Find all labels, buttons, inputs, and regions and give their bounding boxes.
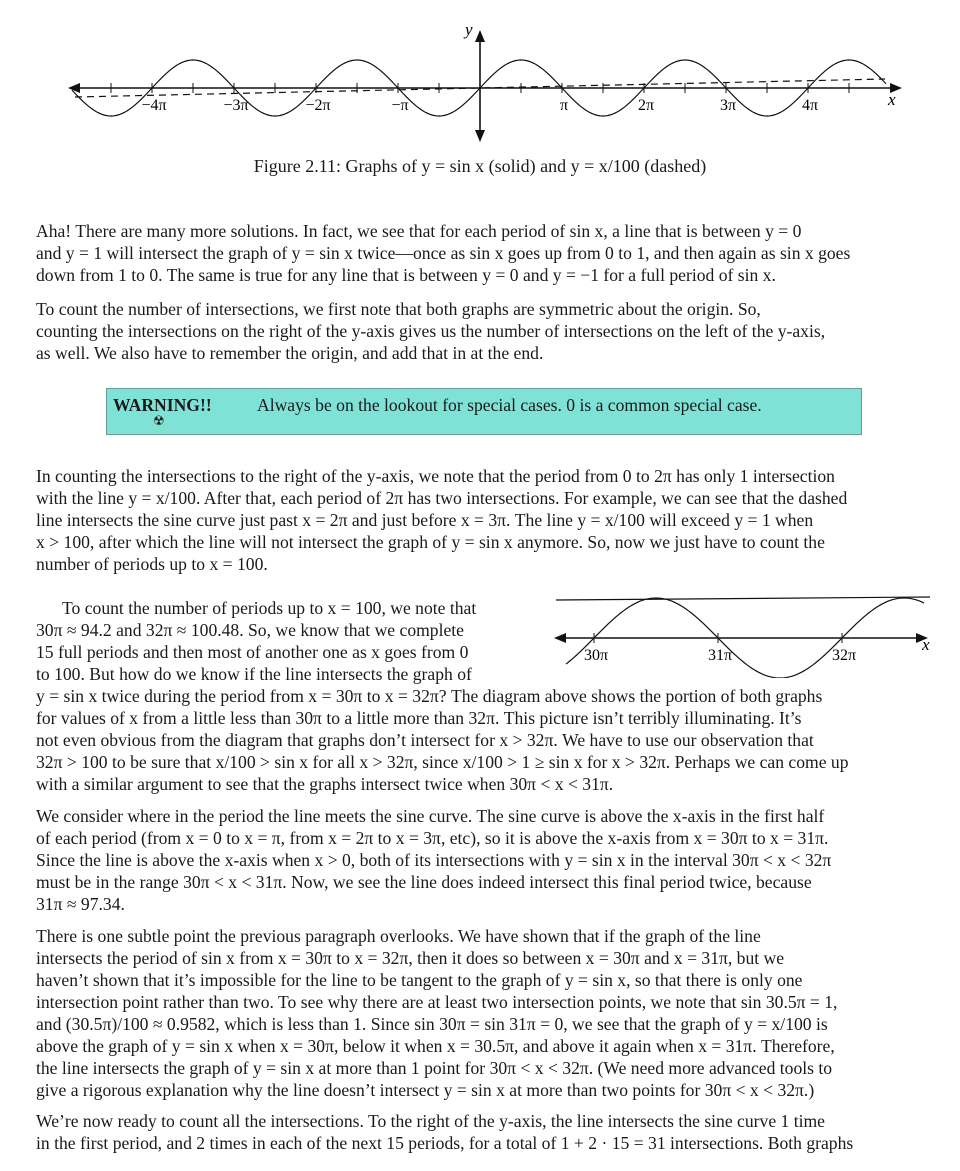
tick-label: 31π bbox=[707, 647, 733, 664]
text-line: Since the line is above the x-axis when x > 0, both of its intersections with y = sin x in the interval 30π < x < 32π bbox=[36, 850, 832, 870]
paragraph-4-rest bbox=[36, 685, 936, 795]
text-line: above the graph of y = sin x when x = 30π, below it when x = 30.5π, and above it again when x = 31π. Therefore, bbox=[36, 1036, 835, 1056]
text-line: line intersects the sine curve just past x = 2π and just before x = 3π. The line y = x/100 will exceed y = 1 when bbox=[36, 510, 814, 530]
text-line: number of periods up to x = 100. bbox=[36, 554, 268, 574]
y-axis-arrow-down bbox=[475, 130, 485, 142]
text-line: give a rigorous explanation why the line doesn’t intersect y = sin x at more than two points for 30π < x < 32π.) bbox=[36, 1080, 815, 1100]
text-line: To count the number of intersections, we first note that both graphs are symmetric about the origin. So, bbox=[36, 299, 761, 319]
paragraph-7 bbox=[36, 1110, 936, 1154]
text-line: intersects the period of sin x from x = 30π to x = 32π, then it does so between x = 30π and x = 31π, but we bbox=[36, 948, 785, 968]
text-line: and (30.5π)/100 ≈ 0.9582, which is less than 1. Since sin 30π = sin 31π = 0, we see that the graph of y = x/100 is bbox=[36, 1014, 828, 1034]
text-line: In counting the intersections to the right of the y-axis, we note that the period from 0 to 2π has only 1 intersection bbox=[36, 466, 835, 486]
text-line: To count the number of periods up to x = 100, we note that bbox=[62, 598, 477, 618]
caption-text: Figure 2.11: Graphs of y = sin x (solid) and y = x/100 (dashed) bbox=[253, 156, 707, 176]
figure-caption bbox=[0, 156, 960, 177]
tick-label: 2π bbox=[637, 97, 655, 114]
text-line: with a similar argument to see that the graphs intersect twice when 30π < x < 31π. bbox=[36, 774, 614, 794]
text-line: down from 1 to 0. The same is true for any line that is between y = 0 and y = −1 for a full period of sin x. bbox=[36, 265, 776, 285]
x-axis-arrow-left bbox=[554, 633, 566, 643]
text-line: not even obvious from the diagram that graphs don’t intersect for x > 32π. We have to use our observation that bbox=[36, 730, 814, 750]
x-axis-label: x bbox=[922, 635, 930, 654]
text-line: There is one subtle point the previous paragraph overlooks. We have shown that if the graph of the line bbox=[36, 926, 761, 946]
paragraph-3 bbox=[36, 465, 936, 575]
text-line: counting the intersections on the right of the y-axis gives us the number of intersections on the left of the y-axis, bbox=[36, 321, 826, 341]
text-line: in the first period, and 2 times in each of the next 15 periods, for a total of 1 + 2 · 15 = 31 intersections. Both graphs bbox=[36, 1133, 854, 1153]
text-line: intersection point rather than two. To see why there are at least two intersection points, we note that sin 30.5π = 1, bbox=[36, 992, 838, 1012]
text-line: 31π ≈ 97.34. bbox=[36, 894, 125, 914]
text-line: 30π ≈ 94.2 and 32π ≈ 100.48. So, we know that we complete bbox=[36, 620, 464, 640]
text-line: for values of x from a little less than 30π to a little more than 32π. This picture isn’t terribly illuminating. It’s bbox=[36, 708, 802, 728]
text-line: 15 full periods and then most of another one as x goes from 0 bbox=[36, 642, 469, 662]
text-line: We’re now ready to count all the intersections. To the right of the y-axis, the line intersects the sine curve 1 time bbox=[36, 1111, 825, 1131]
text-line: and y = 1 will intersect the graph of y = sin x twice—once as sin x goes up from 0 to 1, and then again as sin x goes bbox=[36, 243, 851, 263]
tick-label: −π bbox=[391, 97, 409, 114]
paragraph-5 bbox=[36, 805, 936, 915]
paragraph-1 bbox=[36, 220, 936, 286]
x-axis-label: x bbox=[888, 90, 896, 109]
text-line: haven’t shown that it’s impossible for the line to be tangent to the graph of y = sin x, so that there is only one bbox=[36, 970, 803, 990]
text-line: 32π > 100 to be sure that x/100 > sin x for all x > 32π, since x/100 > 1 ≥ sin x for x > 32π. Perhaps we can come up bbox=[36, 752, 849, 772]
tick-label: 32π bbox=[831, 647, 857, 664]
figure-period-detail bbox=[552, 592, 940, 678]
text-line: We consider where in the period the line meets the sine curve. The sine curve is above the x-axis in the first half bbox=[36, 806, 825, 826]
tick-label: −2π bbox=[305, 97, 331, 114]
paragraph-6 bbox=[36, 925, 936, 1101]
warning-box bbox=[106, 388, 862, 435]
text-line: Aha! There are many more solutions. In fact, we see that for each period of sin x, a line that is between y = 0 bbox=[36, 221, 802, 241]
text-line: to 100. But how do we know if the line intersects the graph of bbox=[36, 664, 472, 684]
paragraph-4-left bbox=[36, 597, 546, 685]
tick-label: −3π bbox=[223, 97, 249, 114]
text-line: of each period (from x = 0 to x = π, from x = 2π to x = 3π, etc), so it is above the x-axis from x = 30π to x = 31π. bbox=[36, 828, 829, 848]
figure-sine-and-line bbox=[60, 18, 920, 148]
y-axis-label: y bbox=[465, 20, 473, 39]
line-y-x-over-100 bbox=[556, 597, 930, 600]
text-line: y = sin x twice during the period from x = 30π to x = 32π? The diagram above shows the portion of both graphs bbox=[36, 686, 823, 706]
tick-label: 30π bbox=[583, 647, 609, 664]
tick-label: 3π bbox=[719, 97, 737, 114]
tick-label: 4π bbox=[801, 97, 819, 114]
text-line: with the line y = x/100. After that, each period of 2π has two intersections. For example, we can see that the dashed bbox=[36, 488, 848, 508]
text-line: x > 100, after which the line will not intersect the graph of y = sin x anymore. So, now we just have to count the bbox=[36, 532, 825, 552]
tick-label: −4π bbox=[141, 97, 167, 114]
text-line: as well. We also have to remember the origin, and add that in at the end. bbox=[36, 343, 544, 363]
text-line: must be in the range 30π < x < 31π. Now, we see the line does indeed intersect this final period twice, because bbox=[36, 872, 812, 892]
paragraph-2 bbox=[36, 298, 936, 364]
y-axis-arrow-up bbox=[475, 30, 485, 42]
warning-title: WARNING!! bbox=[113, 395, 212, 415]
tick-label: π bbox=[559, 97, 569, 114]
radiation-icon: ☢ bbox=[153, 413, 165, 428]
text-line: the line intersects the graph of y = sin x at more than 1 point for 30π < x < 32π. (We need more advanced tools to bbox=[36, 1058, 833, 1078]
warning-text: Always be on the lookout for special cases. 0 is a common special case. bbox=[257, 395, 762, 415]
